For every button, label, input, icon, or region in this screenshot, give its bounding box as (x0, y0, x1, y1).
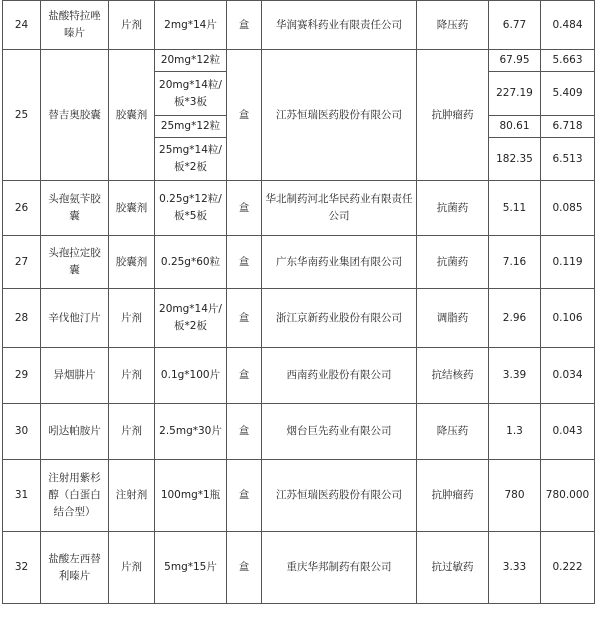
drug-name: 头孢拉定胶囊 (41, 236, 109, 289)
row-number: 32 (3, 532, 41, 604)
specification: 2.5mg*30片 (155, 404, 227, 460)
unit-price: 0.484 (541, 1, 595, 50)
price: 182.35 (489, 138, 541, 181)
manufacturer: 烟台巨先药业有限公司 (262, 404, 417, 460)
price: 3.39 (489, 348, 541, 404)
drug-name: 注射用紫杉醇（白蛋白结合型） (41, 460, 109, 532)
unit-price: 780.000 (541, 460, 595, 532)
table-row (3, 289, 595, 348)
table-row (3, 181, 595, 236)
dosage-form: 片剂 (109, 348, 155, 404)
drug-name: 辛伐他汀片 (41, 289, 109, 348)
manufacturer: 西南药业股份有限公司 (262, 348, 417, 404)
dosage-form: 胶囊剂 (109, 236, 155, 289)
manufacturer: 江苏恒瑞医药股份有限公司 (262, 460, 417, 532)
specification: 2mg*14片 (155, 1, 227, 50)
package-unit: 盒 (227, 348, 262, 404)
table-row (3, 50, 595, 72)
manufacturer: 华北制药河北华民药业有限责任公司 (262, 181, 417, 236)
unit-price: 5.409 (541, 72, 595, 116)
package-unit: 盒 (227, 1, 262, 50)
price: 1.3 (489, 404, 541, 460)
manufacturer: 重庆华邦制药有限公司 (262, 532, 417, 604)
drug-category: 抗肿瘤药 (417, 50, 489, 181)
specification: 20mg*14片/板*2板 (155, 289, 227, 348)
unit-price: 0.222 (541, 532, 595, 604)
specification: 25mg*14粒/板*2板 (155, 138, 227, 181)
price: 7.16 (489, 236, 541, 289)
specification: 25mg*12粒 (155, 116, 227, 138)
dosage-form: 胶囊剂 (109, 50, 155, 181)
drug-category: 降压药 (417, 404, 489, 460)
unit-price: 6.513 (541, 138, 595, 181)
unit-price: 0.043 (541, 404, 595, 460)
table-row (3, 348, 595, 404)
price: 227.19 (489, 72, 541, 116)
drug-name: 盐酸左西替利嗪片 (41, 532, 109, 604)
price: 5.11 (489, 181, 541, 236)
table-row (3, 532, 595, 604)
price: 6.77 (489, 1, 541, 50)
specification: 100mg*1瓶 (155, 460, 227, 532)
manufacturer: 华润赛科药业有限责任公司 (262, 1, 417, 50)
row-number: 27 (3, 236, 41, 289)
package-unit: 盒 (227, 289, 262, 348)
manufacturer: 浙江京新药业股份有限公司 (262, 289, 417, 348)
drug-category: 抗菌药 (417, 181, 489, 236)
unit-price: 0.119 (541, 236, 595, 289)
row-number: 29 (3, 348, 41, 404)
price: 67.95 (489, 50, 541, 72)
unit-price: 0.085 (541, 181, 595, 236)
specification: 5mg*15片 (155, 532, 227, 604)
drug-category: 抗菌药 (417, 236, 489, 289)
dosage-form: 胶囊剂 (109, 181, 155, 236)
table-body (3, 1, 595, 604)
dosage-form: 片剂 (109, 532, 155, 604)
table-row (3, 1, 595, 50)
drug-category: 降压药 (417, 1, 489, 50)
price: 2.96 (489, 289, 541, 348)
row-number: 26 (3, 181, 41, 236)
row-number: 24 (3, 1, 41, 50)
specification: 0.25g*60粒 (155, 236, 227, 289)
row-number: 31 (3, 460, 41, 532)
drug-name: 替吉奥胶囊 (41, 50, 109, 181)
specification: 0.25g*12粒/板*5板 (155, 181, 227, 236)
package-unit: 盒 (227, 532, 262, 604)
dosage-form: 片剂 (109, 1, 155, 50)
package-unit: 盒 (227, 404, 262, 460)
price: 3.33 (489, 532, 541, 604)
package-unit: 盒 (227, 181, 262, 236)
package-unit: 盒 (227, 460, 262, 532)
unit-price: 0.034 (541, 348, 595, 404)
row-number: 28 (3, 289, 41, 348)
drug-name: 异烟肼片 (41, 348, 109, 404)
dosage-form: 片剂 (109, 289, 155, 348)
specification: 0.1g*100片 (155, 348, 227, 404)
table-row (3, 236, 595, 289)
price: 780 (489, 460, 541, 532)
unit-price: 5.663 (541, 50, 595, 72)
manufacturer: 江苏恒瑞医药股份有限公司 (262, 50, 417, 181)
drug-name: 吲达帕胺片 (41, 404, 109, 460)
drug-name: 头孢氨苄胶囊 (41, 181, 109, 236)
dosage-form: 片剂 (109, 404, 155, 460)
drug-price-table (2, 0, 595, 604)
package-unit: 盒 (227, 50, 262, 181)
drug-category: 抗过敏药 (417, 532, 489, 604)
dosage-form: 注射剂 (109, 460, 155, 532)
drug-name: 盐酸特拉唑嗪片 (41, 1, 109, 50)
unit-price: 0.106 (541, 289, 595, 348)
price: 80.61 (489, 116, 541, 138)
specification: 20mg*14粒/板*3板 (155, 72, 227, 116)
drug-category: 抗肿瘤药 (417, 460, 489, 532)
unit-price: 6.718 (541, 116, 595, 138)
table-row (3, 460, 595, 532)
row-number: 30 (3, 404, 41, 460)
specification: 20mg*12粒 (155, 50, 227, 72)
row-number: 25 (3, 50, 41, 181)
drug-category: 抗结核药 (417, 348, 489, 404)
drug-category: 调脂药 (417, 289, 489, 348)
package-unit: 盒 (227, 236, 262, 289)
table-row (3, 404, 595, 460)
manufacturer: 广东华南药业集团有限公司 (262, 236, 417, 289)
